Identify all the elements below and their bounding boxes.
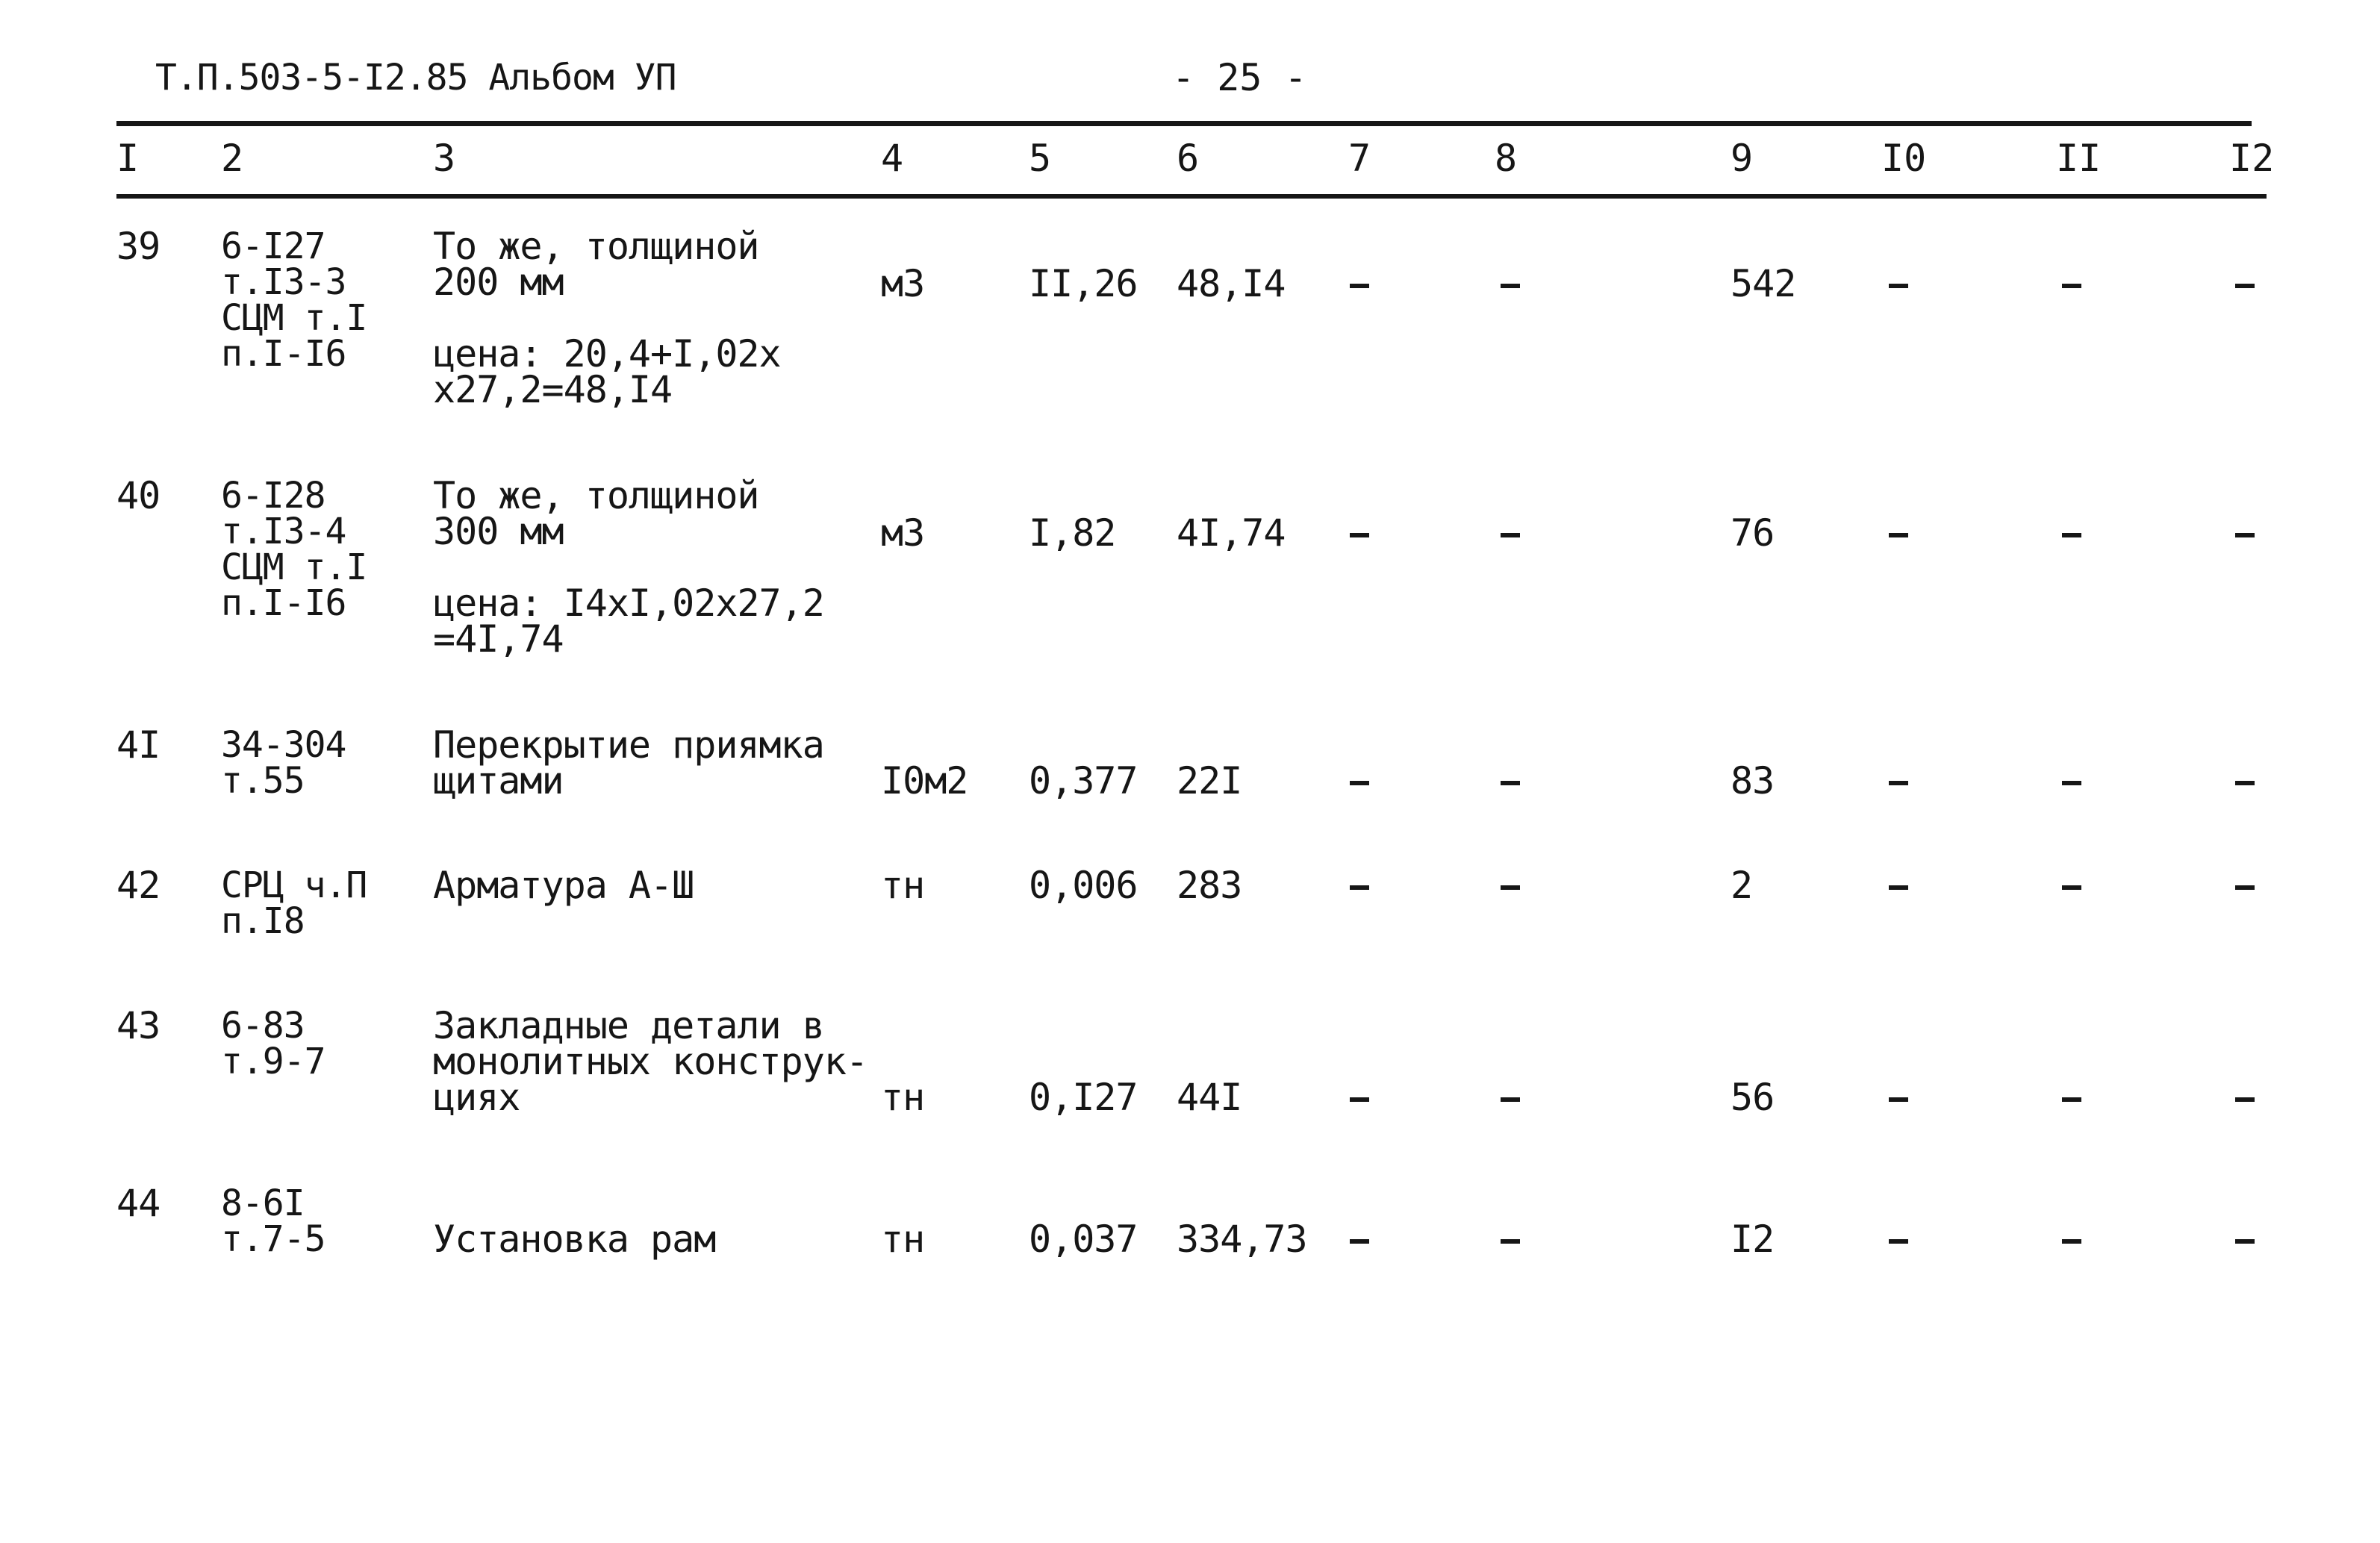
dash-mark: [1501, 533, 1520, 537]
unit-price: 44I: [1177, 1076, 1242, 1119]
dash-mark: [2235, 1239, 2255, 1244]
code-line: СЦМ т.I: [221, 297, 367, 339]
code-line: 6-83: [221, 1005, 305, 1047]
dash-mark: [1350, 781, 1369, 785]
column-header-11: II: [2056, 137, 2102, 180]
column-header-2: 2: [221, 137, 244, 180]
unit: тн: [881, 864, 925, 907]
work-name-line: циях: [433, 1076, 520, 1119]
total-value: I2: [1731, 1218, 1775, 1261]
dash-mark: [1350, 1239, 1369, 1244]
dash-mark: [2062, 885, 2081, 890]
dash-mark: [2235, 885, 2255, 890]
dash-mark: [1501, 1239, 1520, 1244]
total-value: 76: [1731, 511, 1775, 555]
column-header-1: I: [116, 137, 140, 180]
column-header-3: 3: [433, 137, 456, 180]
code-line: 8-6I: [221, 1182, 305, 1224]
dash-mark: [1350, 1097, 1369, 1102]
header-top-rule: [116, 121, 2252, 126]
column-header-7: 7: [1348, 137, 1371, 180]
dash-mark: [2235, 284, 2255, 288]
unit-price: 283: [1177, 864, 1242, 907]
code-line: СРЦ ч.П: [221, 864, 367, 906]
dash-mark: [2062, 1239, 2081, 1244]
dash-mark: [2235, 1097, 2255, 1102]
dash-mark: [1889, 533, 1908, 537]
dash-mark: [2062, 284, 2081, 288]
dash-mark: [2062, 1097, 2081, 1102]
unit: тн: [881, 1076, 925, 1119]
price-note-line: =4I,74: [433, 617, 564, 661]
code-line: 6-I28: [221, 475, 325, 517]
dash-mark: [2235, 781, 2255, 785]
work-name-line: Закладные детали в: [433, 1004, 824, 1047]
unit: м3: [881, 262, 925, 305]
work-name-line: Установка рам: [433, 1218, 716, 1261]
work-name-line: То же, толщиной: [433, 474, 759, 517]
code-line: т.7-5: [221, 1218, 325, 1260]
quantity: 0,377: [1029, 759, 1138, 802]
page-number: - 25 -: [1172, 56, 1307, 99]
unit-price: 334,73: [1177, 1218, 1307, 1261]
unit: м3: [881, 511, 925, 555]
dash-mark: [1889, 885, 1908, 890]
code-line: т.9-7: [221, 1041, 325, 1082]
work-name-line: 300 мм: [433, 510, 564, 553]
row-number: 42: [116, 864, 161, 907]
code-line: т.I3-4: [221, 511, 346, 552]
total-value: 542: [1731, 262, 1796, 305]
column-header-12: I2: [2229, 137, 2275, 180]
price-note-line: цена: I4хI,02х27,2: [433, 582, 824, 625]
total-value: 2: [1731, 864, 1753, 907]
work-name-line: щитами: [433, 759, 564, 802]
column-header-10: I0: [1881, 137, 1927, 180]
unit-price: 48,I4: [1177, 262, 1286, 305]
column-header-5: 5: [1029, 137, 1052, 180]
quantity: 0,006: [1029, 864, 1138, 907]
row-number: 4I: [116, 723, 161, 767]
document-code: Т.П.503-5-I2.85 Альбом УП: [155, 57, 676, 99]
total-value: 83: [1731, 759, 1775, 802]
column-header-6: 6: [1177, 137, 1200, 180]
work-name-line: 200 мм: [433, 261, 564, 304]
dash-mark: [1350, 284, 1369, 288]
quantity: 0,I27: [1029, 1076, 1138, 1119]
code-line: п.I8: [221, 900, 305, 942]
price-note-line: х27,2=48,I4: [433, 368, 673, 411]
column-header-8: 8: [1495, 137, 1518, 180]
dash-mark: [1501, 284, 1520, 288]
dash-mark: [2062, 781, 2081, 785]
work-name-line: То же, толщиной: [433, 225, 759, 268]
dash-mark: [1350, 533, 1369, 537]
code-line: п.I-I6: [221, 582, 346, 624]
code-line: 34-304: [221, 724, 346, 766]
dash-mark: [1889, 1097, 1908, 1102]
dash-mark: [1889, 781, 1908, 785]
code-line: т.55: [221, 760, 305, 802]
code-line: 6-I27: [221, 225, 325, 267]
dash-mark: [1350, 885, 1369, 890]
total-value: 56: [1731, 1076, 1775, 1119]
row-number: 44: [116, 1182, 161, 1225]
work-name-line: Арматура А-Ш: [433, 864, 694, 907]
work-name-line: Перекрытие приямка: [433, 723, 824, 767]
dash-mark: [1889, 1239, 1908, 1244]
quantity: 0,037: [1029, 1218, 1138, 1261]
unit: I0м2: [881, 759, 968, 802]
price-note-line: цена: 20,4+I,02х: [433, 332, 781, 375]
row-number: 39: [116, 225, 161, 268]
dash-mark: [1501, 885, 1520, 890]
column-header-9: 9: [1731, 137, 1754, 180]
work-name-line: монолитных конструк-: [433, 1040, 868, 1083]
dash-mark: [1889, 284, 1908, 288]
dash-mark: [1501, 1097, 1520, 1102]
dash-mark: [2235, 533, 2255, 537]
row-number: 43: [116, 1004, 161, 1047]
unit: тн: [881, 1218, 925, 1261]
header-bottom-rule: [116, 194, 2267, 199]
unit-price: 22I: [1177, 759, 1242, 802]
dash-mark: [1501, 781, 1520, 785]
code-line: СЦМ т.I: [221, 546, 367, 588]
quantity: I,82: [1029, 511, 1116, 555]
code-line: п.I-I6: [221, 333, 346, 375]
row-number: 40: [116, 474, 161, 517]
quantity: II,26: [1029, 262, 1138, 305]
code-line: т.I3-3: [221, 261, 346, 303]
dash-mark: [2062, 533, 2081, 537]
unit-price: 4I,74: [1177, 511, 1286, 555]
column-header-4: 4: [881, 137, 904, 180]
